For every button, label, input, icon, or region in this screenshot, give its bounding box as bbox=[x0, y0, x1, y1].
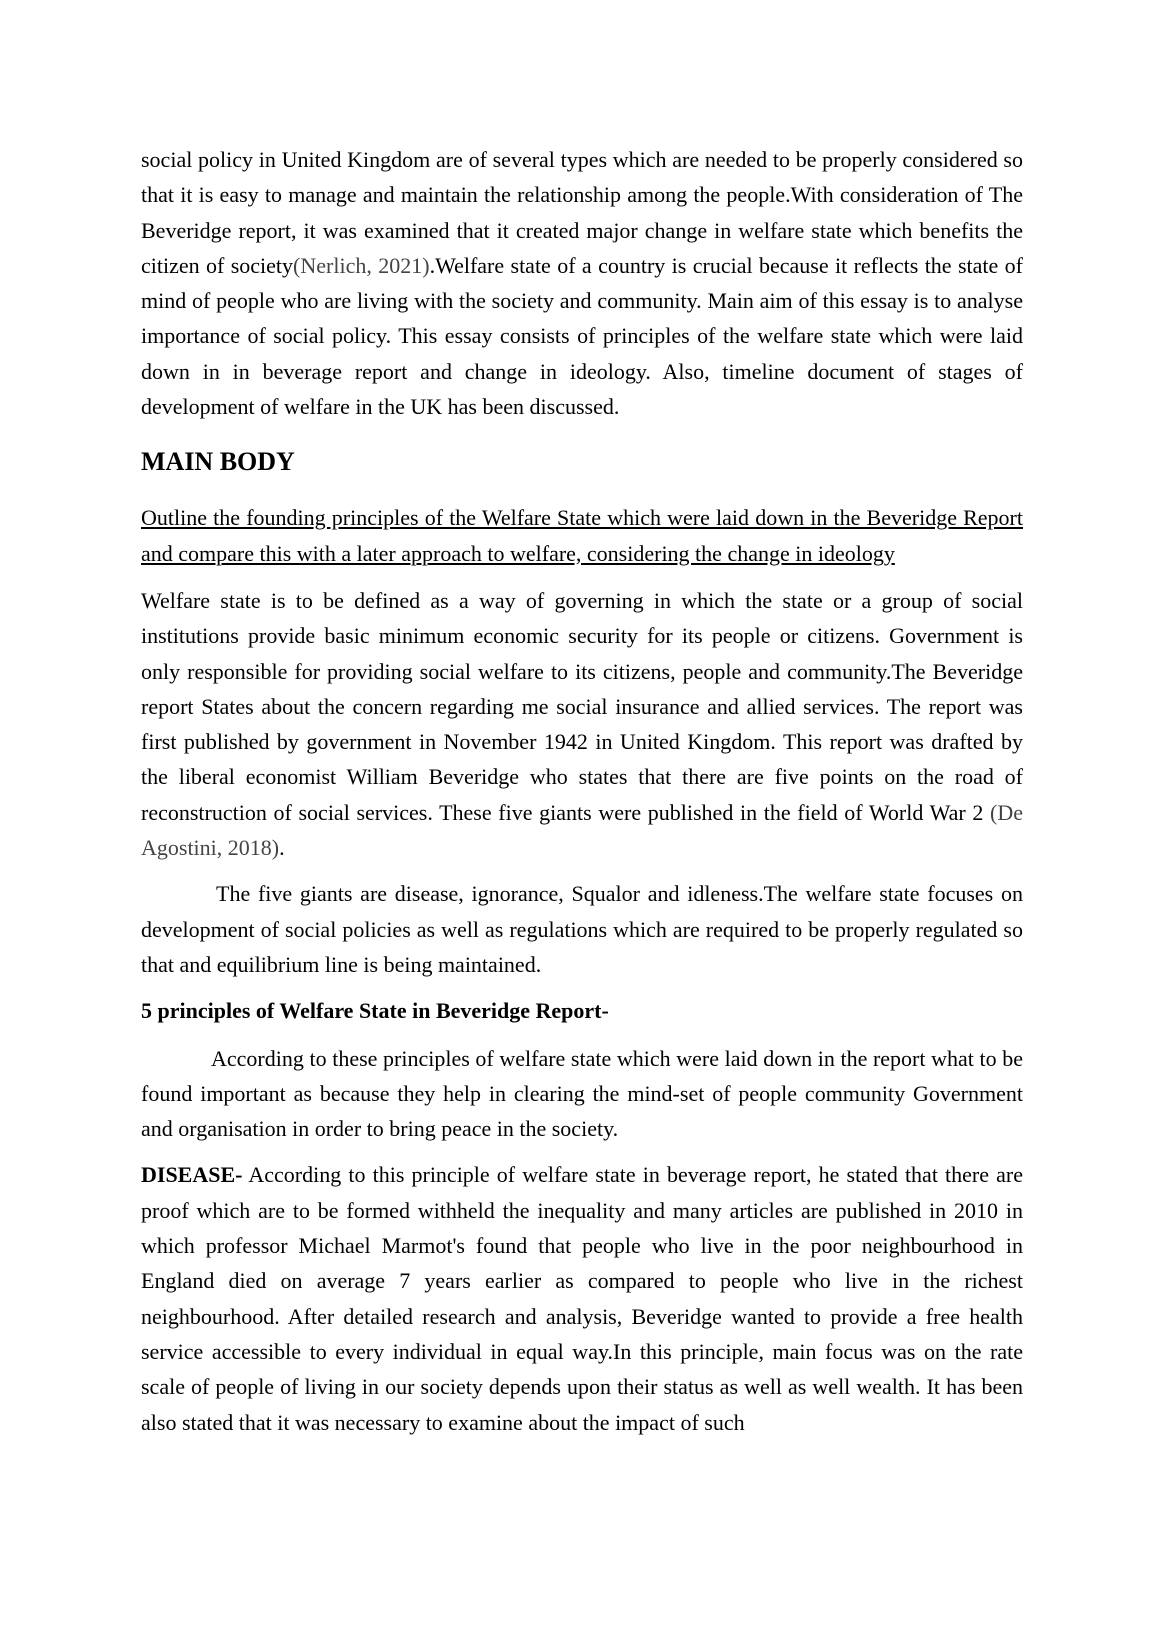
disease-label: DISEASE- bbox=[141, 1162, 243, 1188]
principles-intro-paragraph: According to these principles of welfare state which were laid down in the report what to be found important as because they help in clearing the mind-set of people community Government and organisation in order to bring peace in the society. bbox=[141, 1045, 1023, 1142]
paragraph1-text: Welfare state is to be defined as a way of governing in which the state or a group of social institutions provide basic minimum economic security for its people or citizens. Government is only responsible for providing social welfare to its citizens, people and community.The Beveridge report States about the concern regarding me social insurance and allied services. The report was first published by government in November 1942 in United Kingdom. This report was drafted by the liberal economist William Beveridge who states that there are five points on the road of reconstruction of social services. These five giants were published in the field of World War 2 bbox=[141, 587, 1023, 825]
main-body-heading: MAIN BODY bbox=[141, 447, 295, 477]
intro-text-b: .Welfare state of a country is crucial because it reflects the state of mind of people who are living with the society and community. Main aim of this essay is to analyse importance of social policy. This essay consists of principles of the welfare state which were laid down in in beverage report and change in ideology. Also, timeline document of stages of development of welfare in the UK has been discussed. bbox=[141, 252, 1023, 420]
intro-citation: (Nerlich, 2021) bbox=[293, 252, 430, 278]
principles-heading: 5 principles of Welfare State in Beveridge Report- bbox=[141, 998, 609, 1024]
intro-text-a: social policy in United Kingdom are of several types which are needed to be properly considered so that it is easy to manage and maintain the relationship among the people.With consideration of The Beveridge report, it was examined that it created major change in welfare state which benefits the citizen of society bbox=[141, 147, 1023, 278]
disease-paragraph bbox=[141, 1157, 1023, 1439]
paragraph1-end: . bbox=[279, 835, 285, 861]
intro-paragraph bbox=[141, 142, 1023, 424]
five-giants-paragraph: The five giants are disease, ignorance, Squalor and idleness.The welfare state focuses on development of social policies as well as regulations which are required to be properly regulated so that and equilibrium line is being maintained. bbox=[141, 881, 1023, 977]
section-subheading: Outline the founding principles of the Welfare State which were laid down in the Beveridge Report and compare this with a later approach to welfare, considering the change in ideology bbox=[141, 505, 1023, 566]
disease-text: According to this principle of welfare state in beverage report, he stated that there are proof which are to be formed withheld the inequality and many articles are published in 2010 in which professor Michael Marmot's found that people who live in the poor neighbourhood in England died on average 7 years earlier as compared to people who live in the richest neighbourhood. After detailed research and analysis, Beveridge wanted to provide a free health service accessible to every individual in equal way.In this principle, main focus was on the rate scale of people of living in our society depends upon their status as well as well wealth. It has been also stated that it was necessary to examine about the impact of such bbox=[141, 1162, 1023, 1435]
welfare-definition-paragraph bbox=[141, 583, 1023, 865]
paragraph1-citation: (De Agostini, 2018) bbox=[141, 799, 1023, 861]
